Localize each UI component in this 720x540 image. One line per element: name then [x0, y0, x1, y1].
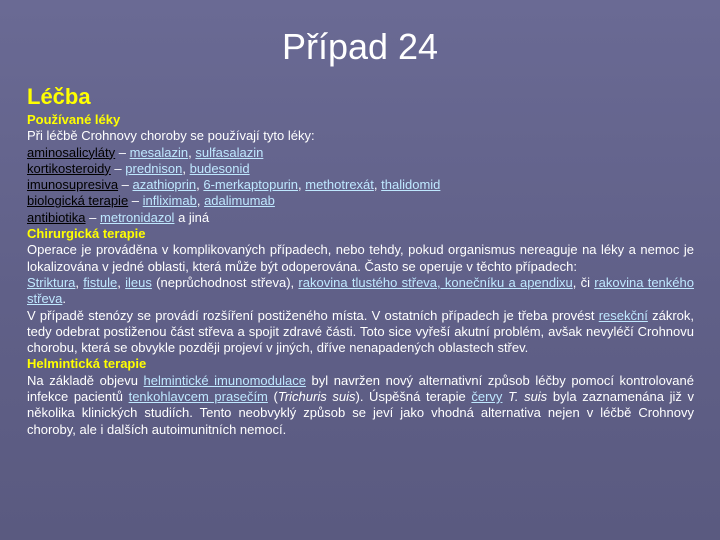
surgery-paragraph-2 [27, 275, 694, 308]
text: ( [267, 389, 278, 405]
drugs-heading: Používané léky [27, 112, 121, 127]
comma: , [298, 177, 306, 193]
separator: – [128, 193, 143, 209]
link-rakovina-tlusteho-streva[interactable]: rakovina tlustého střeva, konečníku a apendixu [298, 274, 573, 290]
drug-link[interactable]: infliximab [142, 193, 197, 209]
surgery-heading: Chirurgická terapie [27, 226, 146, 242]
drug-row [27, 193, 694, 209]
link-cervy[interactable]: červy [471, 389, 503, 405]
drug-category-link[interactable]: biologická terapie [27, 193, 129, 209]
comma: , [182, 160, 190, 176]
text: , [117, 274, 126, 290]
drug-category-link[interactable]: aminosalicyláty [27, 144, 116, 160]
drug-row [27, 210, 694, 226]
slide-content [27, 83, 694, 438]
link-rakovina-tenkeho-streva[interactable]: rakovina tenkého střeva [27, 274, 694, 307]
link-resekcni[interactable]: resekční [598, 307, 648, 323]
text: (neprůchodnost střeva), [151, 274, 299, 290]
drug-link[interactable]: adalimumab [204, 193, 275, 209]
text: , či [572, 274, 595, 290]
drugs-intro: Při léčbě Crohnovy choroby se používají tyto léky: [27, 128, 315, 144]
helminth-heading: Helmintická terapie [27, 356, 147, 372]
separator: – [110, 160, 126, 176]
comma: , [196, 177, 204, 193]
comma: , [373, 177, 382, 193]
drug-row [27, 145, 694, 161]
drug-link[interactable]: 6-merkaptopurin [203, 177, 299, 193]
drug-link[interactable]: sulfasalazin [195, 144, 264, 160]
slide-title: Případ 24 [281, 26, 439, 67]
separator: – [115, 144, 130, 160]
text: byl navržen nový alternativní způsob léčby pomocí kontrolované infekce pacientů [27, 372, 694, 405]
text: , [75, 274, 84, 290]
text: ). Úspěšná terapie [355, 389, 472, 405]
text: Na základě objevu [27, 372, 144, 388]
surgery-paragraph-1: Operace je prováděna v komplikovaných případech, nebo tehdy, pokud organismus nereaguje na léky a nemoc je lokalizována v jedné oblasti, která může být odoperována. Často se operuje v těchto případech: [27, 242, 694, 274]
separator: – [118, 177, 133, 193]
text: zákrok, tedy odebrat postiženou část střeva a spojit zdravé části. Toto sice vyřeší akutní problém, avšak nevyléčí Crohnovu chorobu, která se obvykle později projeví v jiných, dříve nenapadených oblastech střev. [27, 307, 694, 356]
comma: , [196, 193, 205, 209]
helminth-paragraph [27, 373, 694, 438]
link-helminticka-imunomodulace[interactable]: helmintické imunomodulace [143, 372, 306, 388]
link-tenkohlavec-praseci[interactable]: tenkohlavcem prasečím [128, 389, 268, 405]
text: V případě stenózy se provádí rozšíření postiženého místa. V ostatních případech je třeba provést [27, 307, 599, 323]
drug-link[interactable]: thalidomid [381, 177, 441, 193]
surgery-paragraph-3 [27, 308, 694, 357]
drug-category-link[interactable]: kortikosteroidy [27, 160, 111, 176]
text: byla zaznamenána již v několika klinických studiích. Tento neobvyklý způsob se jeví jako vhodná alternativa nejen v léčbě Crohnovy choroby, ale i dalších autoimunitních nemocí. [27, 389, 694, 437]
drug-row [27, 177, 694, 193]
drug-link[interactable]: metronidazol [100, 209, 175, 225]
separator: – [85, 209, 101, 225]
drug-row-tail: a jiná [174, 209, 210, 225]
link-fistule[interactable]: fistule [83, 274, 118, 290]
comma: , [188, 144, 196, 160]
drug-link[interactable]: mesalazin [129, 144, 189, 160]
link-striktura[interactable]: Striktura [27, 274, 76, 290]
drug-link[interactable]: methotrexát [305, 177, 374, 193]
drug-category-link[interactable]: antibiotika [27, 209, 86, 225]
text: . [62, 291, 67, 307]
drug-row [27, 161, 694, 177]
drug-link[interactable]: budesonid [189, 160, 250, 176]
drug-list [27, 145, 694, 226]
drug-category-link[interactable]: imunosupresiva [27, 177, 119, 193]
link-ileus[interactable]: ileus [125, 274, 152, 290]
drug-link[interactable]: prednison [125, 160, 183, 176]
section-heading: Léčba [27, 84, 91, 109]
drug-link[interactable]: azathioprin [132, 177, 197, 193]
species-name: Trichuris suis [277, 389, 356, 405]
species-abbrev: T. suis [508, 389, 548, 405]
